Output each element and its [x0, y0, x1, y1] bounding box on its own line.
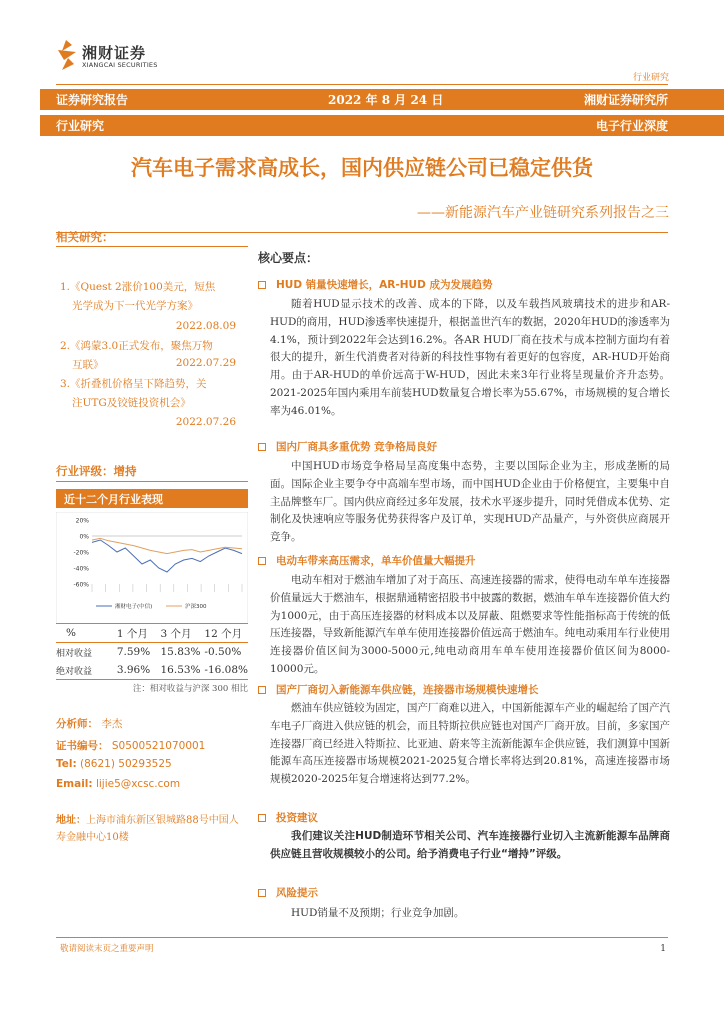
- section-paragraph: 电动车相对于燃油车增加了对于高压、高速连接器的需求，使得电动车单车连接器价值量远大于燃油车，根据鼎通精密招股书中披露的数据，燃油车单车连接器价值大约为1000元，由于高压连接器的材料成本以及屏蔽、阻燃要求等性能指标高于传统的低压连接器，导致新能源汽车单车使用连接器价值远高于燃油车。纯电动乘用车行业使用连接器价值区间为3000-5000元,纯电动商用车单车使用连接器价值区间为8000-10000元。: [270, 574, 670, 675]
- section-paragraph: 中国HUD市场竞争格局呈高度集中态势，主要以国际企业为主，形成垄断的局面。国际企业主要争夺中高端车型市场，而中国HUD企业由于价格便宜，主要集中自主品牌整车厂。国内供应商经过多年发展，技术水平逐步提升，同时凭借成本优势、定制化及快速响应等服务优势获得客户及订单，实现HUD产品量产，与外资供应商展开竞争。: [270, 460, 670, 544]
- y-tick-label: -60%: [73, 581, 89, 589]
- bullet-icon: [258, 557, 266, 565]
- report-category: 行业研究: [56, 119, 105, 133]
- section-heading: 国内厂商具多重优势 竞争格局良好: [258, 439, 437, 454]
- section-paragraph: 我们建议关注HUD制造环节相关公司、汽车连接器行业切入主流新能源车品牌商供应链且营收规模较小的公司。给予消费电子行业“增持”评级。: [270, 830, 670, 860]
- section-heading: HUD 销量快速增长，AR-HUD 成为发展趋势: [258, 277, 492, 292]
- table-row: [56, 643, 248, 662]
- table-cell: 15.83%: [160, 646, 201, 658]
- report-band: [40, 89, 724, 110]
- industry-rating: 行业评级：增持: [56, 464, 137, 478]
- table-cell: 绝对收益: [56, 666, 93, 677]
- page-type: 行业研究: [632, 73, 669, 83]
- page-number: 1: [660, 944, 666, 954]
- rating-divider: [56, 481, 248, 482]
- bullet-icon: [258, 686, 266, 694]
- tel-line: Tel: (8621) 50293525: [56, 758, 172, 770]
- table-header-row: [56, 624, 248, 643]
- related-item[interactable]: 2.《鸿蒙3.0正式发布，聚焦万物 互联》: [60, 340, 213, 371]
- logo-text: 湘财证券: [82, 44, 147, 62]
- table-note: 注：相对收益与沪深 300 相比: [132, 684, 248, 694]
- y-tick-label: 0%: [79, 533, 89, 541]
- table-cell: 3.96%: [116, 664, 151, 676]
- section-paragraph: 随着HUD显示技术的改善、成本的下降，以及车载挡风玻璃技术的进步和AR-HUD的商用，HUD渗透率快速提升，根据盖世汽车的数据，2020年HUD的渗透率为4.1%，预计到2022年会达到16.2%。各AR HUD厂商在技术与成本控制方面均有着很大的提升，新生代消费者对待新的科技性事物有着更好的包容度，AR-HUD开始商用。由于AR-HUD的单价远高于W-HUD，因此未来3年行业将呈现量价齐升态势。2021-2025年国内乘用车前装HUD数量复合增长率为55.67%，市场规模的复合增长率为46.01%。: [270, 298, 670, 417]
- section-heading: 风险提示: [258, 885, 318, 900]
- related-item-date: 2022.08.09: [175, 320, 236, 332]
- performance-table: [56, 623, 248, 680]
- section-heading: 国产厂商切入新能源车供应链，连接器市场规模快速增长: [258, 682, 539, 697]
- section-heading: 投资建议: [258, 810, 318, 825]
- footer-divider: [56, 937, 668, 938]
- legend-label: 沪深300: [185, 604, 207, 610]
- table-row: [56, 661, 248, 680]
- performance-chart: [56, 512, 248, 624]
- table-cell: -16.08%: [204, 664, 248, 676]
- table-cell: -0.50%: [204, 646, 242, 658]
- cert-line: 证书编号： S0500521070001: [56, 740, 206, 752]
- section-heading: 电动车带来高压需求，单车价值量大幅提升: [258, 553, 476, 568]
- y-tick-label: 20%: [75, 517, 89, 525]
- section-paragraph: 燃油车供应链较为固定，国产厂商难以进入，中国新能源车产业的崛起给了国产汽车电子厂商进入供应链的机会，而且特斯拉供应链也对国产厂商开放。目前，多家国产连接器厂商已经进入特斯拉、比亚迪、蔚来等主流新能源车企供应链，我们测算中国新能源车高压连接器市场规模2021-2025复合增长率将达到20.81%，高速连接器市场规模2020-2025年复合增速将达到77.2%。: [270, 702, 670, 786]
- related-item-date: 2022.07.26: [175, 416, 236, 428]
- title-divider: [56, 232, 668, 233]
- related-research-label: 相关研究：: [56, 230, 114, 244]
- report-date: 2022 年 8 月 24 日: [328, 93, 444, 107]
- report-subject: 电子行业深度: [595, 119, 668, 133]
- related-item[interactable]: 3.《折叠机价格呈下降趋势，关 注UTG及铰链投资机会》: [60, 378, 207, 409]
- y-tick-label: -40%: [73, 565, 89, 573]
- email-line[interactable]: Email: lijie5@xcsc.com: [56, 778, 181, 790]
- category-band: [40, 115, 724, 136]
- logo-icon: [56, 40, 78, 70]
- section-paragraph: HUD销量不及预期；行业竞争加剧。: [291, 907, 465, 919]
- logo-subtext: XIANGCAI SECURITIES: [82, 61, 158, 69]
- core-points-label: 核心要点：: [258, 251, 319, 265]
- header-divider: [56, 84, 668, 85]
- performance-label: 近十二个月行业表现: [56, 489, 248, 508]
- table-header: %: [66, 627, 76, 639]
- institute-name: 湘财证券研究所: [583, 93, 668, 107]
- bullet-icon: [258, 814, 266, 822]
- page-subtitle: ——新能源汽车产业链研究系列报告之三: [417, 205, 669, 221]
- analyst-line: 分析师： 李杰: [56, 718, 123, 730]
- report-type: 证券研究报告: [56, 93, 129, 107]
- disclaimer-link[interactable]: 敬请阅读末页之重要声明: [60, 944, 154, 954]
- table-header: 12 个月: [204, 627, 243, 640]
- address: 地址：上海市浦东新区银城路88号中国人寿金融中心10楼: [56, 815, 239, 843]
- y-tick-label: -20%: [73, 549, 89, 557]
- table-header: 3 个月: [160, 627, 192, 640]
- table-cell: 7.59%: [116, 646, 151, 658]
- bullet-icon: [258, 281, 266, 289]
- related-item-date: 2022.07.29: [175, 357, 236, 369]
- page-title: 汽车电子需求高成长，国内供应链公司已稳定供货: [131, 156, 593, 180]
- legend-label: 湘财电子(中信): [115, 604, 153, 610]
- bullet-icon: [258, 443, 266, 451]
- table-cell: 相对收益: [56, 648, 93, 659]
- related-item[interactable]: 1.《Quest 2涨价100美元，短焦 光学成为下一代光学方案》: [60, 281, 216, 312]
- table-header: 1 个月: [116, 627, 148, 640]
- related-divider: [56, 246, 248, 247]
- table-cell: 16.53%: [160, 664, 201, 676]
- bullet-icon: [258, 889, 266, 897]
